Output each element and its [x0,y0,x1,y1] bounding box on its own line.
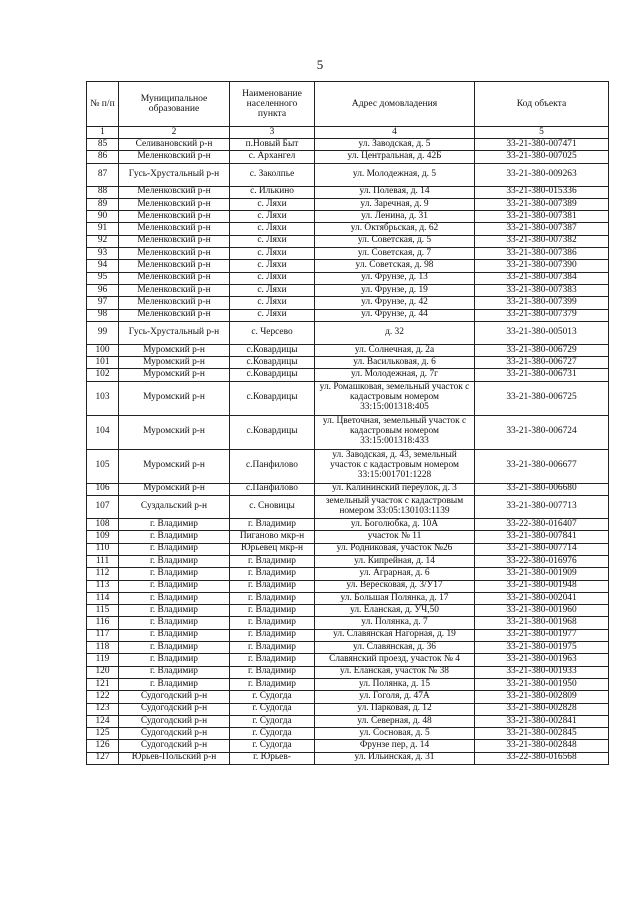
settlement-cell: п.Новый Быт [230,139,315,151]
address-cell: участок № 11 [315,531,475,543]
municipality-cell: г. Владимир [119,666,230,678]
object-code-cell: 33-21-380-005013 [475,321,609,344]
municipality-cell: Муромский р-н [119,483,230,495]
address-cell: ул. Парковая, д. 12 [315,703,475,715]
settlement-cell: г. Владимир [230,568,315,580]
table-row [87,642,609,654]
row-number-cell: 123 [87,703,119,715]
settlement-cell: г. Владимир [230,678,315,690]
row-number-cell: 106 [87,483,119,495]
row-number-cell: 86 [87,151,119,163]
object-code-cell: 33-21-380-007714 [475,543,609,555]
row-number-cell: 91 [87,223,119,235]
settlement-cell: г. Владимир [230,642,315,654]
address-cell: ул. Молодежная, д. 7г [315,369,475,381]
address-cell: ул. Заводская, д. 5 [315,139,475,151]
municipality-cell: Судогодский р-н [119,728,230,740]
object-code-cell: 33-21-380-007379 [475,309,609,321]
row-number-cell: 110 [87,543,119,555]
table-row [87,357,609,369]
object-code-cell: 33-21-380-006725 [475,381,609,415]
row-number-cell: 122 [87,691,119,703]
row-number-cell: 112 [87,568,119,580]
object-code-cell: 33-21-380-001909 [475,568,609,580]
table-body [87,139,609,765]
municipality-cell: Меленковский р-н [119,272,230,284]
municipality-cell: Гусь-Хрустальный р-н [119,321,230,344]
page-number: 5 [316,57,324,72]
table-row [87,666,609,678]
settlement-cell: г. Владимир [230,519,315,531]
settlement-cell: с.Ковардицы [230,369,315,381]
row-number-cell: 104 [87,415,119,449]
settlement-cell: с. Заколпье [230,163,315,186]
header-cell-settlement: Наименование населенного пункта [230,82,315,127]
row-number-cell: 97 [87,297,119,309]
municipality-cell: Муромский р-н [119,344,230,356]
municipality-cell: г. Владимир [119,580,230,592]
object-code-cell: 33-21-380-001960 [475,605,609,617]
object-code-cell: 33-21-380-001977 [475,629,609,641]
row-number-cell: 119 [87,654,119,666]
row-number-cell: 92 [87,235,119,247]
table-row [87,151,609,163]
table-row [87,715,609,727]
table-row [87,163,609,186]
table-row [87,248,609,260]
address-cell: ул. Кипрейная, д. 14 [315,555,475,567]
municipality-cell: г. Владимир [119,654,230,666]
row-number-cell: 111 [87,555,119,567]
object-code-cell: 33-21-380-001933 [475,666,609,678]
settlement-cell: с. Ляхи [230,235,315,247]
municipality-cell: Муромский р-н [119,357,230,369]
row-number-cell: 113 [87,580,119,592]
settlement-cell: с. Ляхи [230,198,315,210]
objects-table [86,81,609,765]
object-code-cell: 33-21-380-007382 [475,235,609,247]
table-row [87,321,609,344]
object-code-cell: 33-21-380-001948 [475,580,609,592]
table-row [87,198,609,210]
object-code-cell: 33-21-380-006729 [475,344,609,356]
address-cell: ул. Славянская, д. 36 [315,642,475,654]
column-number-cell: 3 [230,127,315,139]
address-cell: ул. Фрунзе, д. 13 [315,272,475,284]
settlement-cell: с. Ляхи [230,297,315,309]
table-row [87,740,609,752]
row-number-cell: 96 [87,284,119,296]
settlement-cell: Юрьевец мкр-н [230,543,315,555]
row-number-cell: 121 [87,678,119,690]
settlement-cell: с.Ковардицы [230,357,315,369]
address-cell: ул. Ромашковая, земельный участок с кадастровым номером 33:15:001318:405 [315,381,475,415]
settlement-cell: с. Ляхи [230,223,315,235]
object-code-cell: 33-21-380-007399 [475,297,609,309]
table-row [87,186,609,198]
municipality-cell: Меленковский р-н [119,211,230,223]
row-number-cell: 85 [87,139,119,151]
object-code-cell: 33-21-380-007389 [475,198,609,210]
object-code-cell: 33-21-380-006680 [475,483,609,495]
row-number-cell: 114 [87,592,119,604]
object-code-cell: 33-21-380-007383 [475,284,609,296]
table-row [87,223,609,235]
municipality-cell: г. Владимир [119,592,230,604]
municipality-cell: Меленковский р-н [119,151,230,163]
table-row [87,139,609,151]
municipality-cell: г. Владимир [119,629,230,641]
table-row [87,519,609,531]
municipality-cell: г. Владимир [119,605,230,617]
municipality-cell: Меленковский р-н [119,297,230,309]
municipality-cell: г. Владимир [119,642,230,654]
table-row [87,678,609,690]
municipality-cell: Юрьев-Польский р-н [119,752,230,764]
address-cell: ул. Ленина, д. 31 [315,211,475,223]
table-row [87,309,609,321]
header-cell-number: № п/п [87,82,119,127]
settlement-cell: г. Судогда [230,691,315,703]
address-cell: ул. Большая Полянка, д. 17 [315,592,475,604]
table-row [87,272,609,284]
settlement-cell: г. Юрьев- [230,752,315,764]
municipality-cell: Меленковский р-н [119,186,230,198]
column-number-cell: 2 [119,127,230,139]
municipality-cell: Меленковский р-н [119,284,230,296]
address-cell: ул. Вересковая, д. 3/У17 [315,580,475,592]
address-cell: ул. Советская, д. 7 [315,248,475,260]
settlement-cell: с. Ляхи [230,272,315,284]
row-number-cell: 89 [87,198,119,210]
settlement-cell: г. Владимир [230,605,315,617]
settlement-cell: с.Ковардицы [230,415,315,449]
settlement-cell: с.Панфилово [230,483,315,495]
address-cell: ул. Цветочная, земельный участок с кадастровым номером 33:15:001318:433 [315,415,475,449]
address-cell: ул. Полянка, д. 15 [315,678,475,690]
municipality-cell: Меленковский р-н [119,223,230,235]
municipality-cell: г. Владимир [119,519,230,531]
row-number-cell: 124 [87,715,119,727]
municipality-cell: Меленковский р-н [119,309,230,321]
row-number-cell: 120 [87,666,119,678]
row-number-cell: 88 [87,186,119,198]
municipality-cell: Гусь-Хрустальный р-н [119,163,230,186]
object-code-cell: 33-21-380-007384 [475,272,609,284]
address-cell: д. 32 [315,321,475,344]
object-code-cell: 33-21-380-007471 [475,139,609,151]
column-number-row [87,127,609,139]
address-cell: ул. Заводская, д. 43, земельный участок с кадастровым номером 33:15:001701:1228 [315,449,475,483]
table-row [87,449,609,483]
settlement-cell: с. Черсево [230,321,315,344]
settlement-cell: с. Ляхи [230,309,315,321]
table-row [87,297,609,309]
municipality-cell: г. Владимир [119,568,230,580]
address-cell: ул. Полянка, д. 7 [315,617,475,629]
object-code-cell: 33-22-380-016976 [475,555,609,567]
address-cell: ул. Аграрная, д. 6 [315,568,475,580]
object-code-cell: 33-21-380-015336 [475,186,609,198]
settlement-cell: г. Владимир [230,617,315,629]
address-cell: ул. Молодежная, д. 5 [315,163,475,186]
table-row [87,381,609,415]
object-code-cell: 33-21-380-009263 [475,163,609,186]
municipality-cell: Меленковский р-н [119,248,230,260]
header-row [87,82,609,127]
municipality-cell: Меленковский р-н [119,198,230,210]
row-number-cell: 125 [87,728,119,740]
table-row [87,483,609,495]
municipality-cell: г. Владимир [119,617,230,629]
header-cell-address: Адрес домовладения [315,82,475,127]
settlement-cell: г. Владимир [230,666,315,678]
row-number-cell: 90 [87,211,119,223]
row-number-cell: 100 [87,344,119,356]
object-code-cell: 33-22-380-016407 [475,519,609,531]
address-cell: ул. Фрунзе, д. 42 [315,297,475,309]
municipality-cell: Меленковский р-н [119,260,230,272]
object-code-cell: 33-21-380-007381 [475,211,609,223]
table-row [87,260,609,272]
address-cell: ул. Васильковая, д. 6 [315,357,475,369]
settlement-cell: г. Судогда [230,740,315,752]
object-code-cell: 33-21-380-002828 [475,703,609,715]
settlement-cell: г. Владимир [230,629,315,641]
object-code-cell: 33-21-380-007387 [475,223,609,235]
address-cell: ул. Северная, д. 48 [315,715,475,727]
object-code-cell: 33-21-380-007386 [475,248,609,260]
column-number-cell: 4 [315,127,475,139]
header-cell-municipality: Муниципальное образование [119,82,230,127]
municipality-cell: Судогодский р-н [119,715,230,727]
municipality-cell: Судогодский р-н [119,703,230,715]
settlement-cell: г. Владимир [230,555,315,567]
municipality-cell: Селивановский р-н [119,139,230,151]
settlement-cell: Пиганово мкр-н [230,531,315,543]
municipality-cell: г. Владимир [119,678,230,690]
settlement-cell: с.Ковардицы [230,344,315,356]
row-number-cell: 126 [87,740,119,752]
row-number-cell: 116 [87,617,119,629]
object-code-cell: 33-21-380-007713 [475,496,609,519]
settlement-cell: с. Ляхи [230,211,315,223]
object-code-cell: 33-21-380-001950 [475,678,609,690]
address-cell: ул. Фрунзе, д. 19 [315,284,475,296]
table-row [87,617,609,629]
settlement-cell: с. Ляхи [230,284,315,296]
municipality-cell: Муромский р-н [119,415,230,449]
address-cell: Славянский проезд, участок № 4 [315,654,475,666]
row-number-cell: 109 [87,531,119,543]
object-code-cell: 33-21-380-002848 [475,740,609,752]
address-cell: ул. Боголюбка, д. 10А [315,519,475,531]
table-row [87,235,609,247]
settlement-cell: г. Владимир [230,592,315,604]
object-code-cell: 33-21-380-006724 [475,415,609,449]
municipality-cell: г. Владимир [119,555,230,567]
address-cell: ул. Калининский переулок, д. 3 [315,483,475,495]
table-row [87,703,609,715]
address-cell: ул. Советская, д. 98 [315,260,475,272]
object-code-cell: 33-21-380-001963 [475,654,609,666]
municipality-cell: Судогодский р-н [119,740,230,752]
table-row [87,555,609,567]
table-row [87,691,609,703]
table-row [87,654,609,666]
table-row [87,415,609,449]
settlement-cell: с. Илькино [230,186,315,198]
object-code-cell: 33-21-380-006727 [475,357,609,369]
settlement-cell: г. Владимир [230,580,315,592]
row-number-cell: 98 [87,309,119,321]
object-code-cell: 33-21-380-007025 [475,151,609,163]
settlement-cell: с. Архангел [230,151,315,163]
address-cell: ул. Полевая, д. 14 [315,186,475,198]
settlement-cell: с.Панфилово [230,449,315,483]
object-code-cell: 33-21-380-006677 [475,449,609,483]
settlement-cell: г. Судогда [230,728,315,740]
address-cell: Фрунзе пер, д. 14 [315,740,475,752]
object-code-cell: 33-21-380-002041 [475,592,609,604]
row-number-cell: 108 [87,519,119,531]
object-code-cell: 33-22-380-016568 [475,752,609,764]
table-row [87,592,609,604]
table-row [87,728,609,740]
address-cell: ул. Фрунзе, д. 44 [315,309,475,321]
row-number-cell: 127 [87,752,119,764]
municipality-cell: г. Владимир [119,543,230,555]
settlement-cell: с. Ляхи [230,260,315,272]
row-number-cell: 107 [87,496,119,519]
settlement-cell: с. Сновицы [230,496,315,519]
municipality-cell: Меленковский р-н [119,235,230,247]
municipality-cell: Муромский р-н [119,381,230,415]
address-cell: ул. Центральная, д. 42Б [315,151,475,163]
municipality-cell: Судогодский р-н [119,691,230,703]
object-code-cell: 33-21-380-002841 [475,715,609,727]
address-cell: ул. Советская, д. 5 [315,235,475,247]
table-row [87,543,609,555]
address-cell: ул. Гоголя, д. 47А [315,691,475,703]
row-number-cell: 118 [87,642,119,654]
municipality-cell: Муромский р-н [119,369,230,381]
address-cell: ул. Родниковая, участок №26 [315,543,475,555]
table-row [87,211,609,223]
municipality-cell: Суздальский р-н [119,496,230,519]
table-row [87,496,609,519]
address-cell: ул. Ильинская, д. 31 [315,752,475,764]
address-cell: ул. Славянская Нагорная, д. 19 [315,629,475,641]
address-cell: ул. Сосновая, д. 5 [315,728,475,740]
row-number-cell: 105 [87,449,119,483]
object-code-cell: 33-21-380-007841 [475,531,609,543]
table-row [87,344,609,356]
object-code-cell: 33-21-380-001968 [475,617,609,629]
table-row [87,568,609,580]
object-code-cell: 33-21-380-007390 [475,260,609,272]
settlement-cell: г. Владимир [230,654,315,666]
table-row [87,629,609,641]
row-number-cell: 94 [87,260,119,272]
address-cell: ул. Еланская, участок № 38 [315,666,475,678]
table-row [87,752,609,764]
object-code-cell: 33-21-380-002809 [475,691,609,703]
address-cell: ул. Еланская, д. УЧ,50 [315,605,475,617]
table-row [87,605,609,617]
row-number-cell: 101 [87,357,119,369]
header-cell-object-code: Код объекта [475,82,609,127]
column-number-cell: 1 [87,127,119,139]
settlement-cell: г. Судогда [230,715,315,727]
municipality-cell: Муромский р-н [119,449,230,483]
table-row [87,580,609,592]
settlement-cell: с.Ковардицы [230,381,315,415]
row-number-cell: 93 [87,248,119,260]
table-row [87,531,609,543]
row-number-cell: 87 [87,163,119,186]
address-cell: ул. Солнечная, д. 2а [315,344,475,356]
row-number-cell: 102 [87,369,119,381]
table-row [87,369,609,381]
address-cell: ул. Октябрьская, д. 62 [315,223,475,235]
row-number-cell: 115 [87,605,119,617]
settlement-cell: г. Судогда [230,703,315,715]
row-number-cell: 103 [87,381,119,415]
address-cell: ул. Заречная, д. 9 [315,198,475,210]
municipality-cell: г. Владимир [119,531,230,543]
row-number-cell: 99 [87,321,119,344]
object-code-cell: 33-21-380-001975 [475,642,609,654]
object-code-cell: 33-21-380-006731 [475,369,609,381]
settlement-cell: с. Ляхи [230,248,315,260]
row-number-cell: 117 [87,629,119,641]
address-cell: земельный участок с кадастровым номером 33:05:130103:1139 [315,496,475,519]
column-number-cell: 5 [475,127,609,139]
object-code-cell: 33-21-380-002845 [475,728,609,740]
row-number-cell: 95 [87,272,119,284]
table-row [87,284,609,296]
